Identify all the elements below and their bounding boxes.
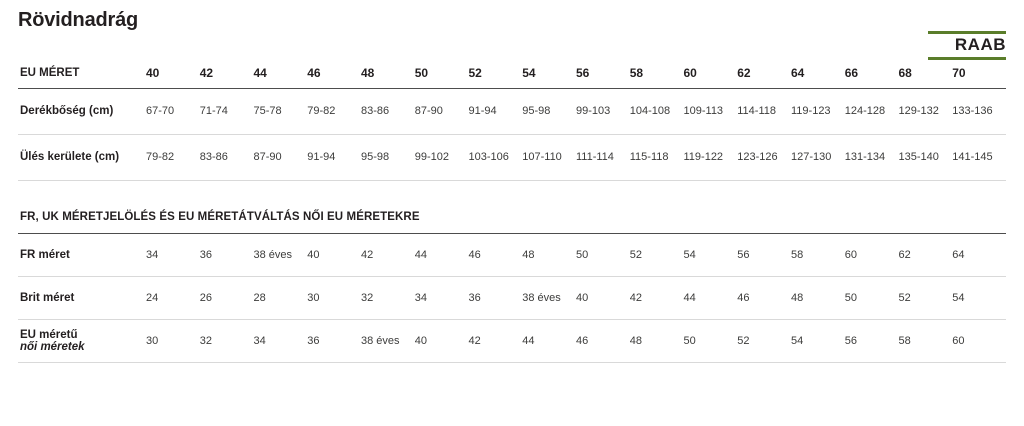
cell: 50 [684, 319, 738, 362]
cell: 36 [307, 319, 361, 362]
cell: 50 [845, 276, 899, 319]
table-row [18, 276, 1006, 319]
size-conversion-table [18, 233, 1006, 363]
cell: 38 éves [361, 319, 415, 362]
cell: 54 [952, 276, 1006, 319]
cell: 32 [200, 319, 254, 362]
column-header: 68 [899, 58, 953, 88]
column-header: 54 [522, 58, 576, 88]
cell: 42 [469, 319, 523, 362]
cell: 91-94 [307, 134, 361, 180]
cell: 34 [254, 319, 308, 362]
cell: 119-122 [684, 134, 738, 180]
cell: 32 [361, 276, 415, 319]
cell: 60 [845, 233, 899, 276]
logo-bar-top [928, 31, 1006, 34]
row-label: Brit méret [18, 276, 146, 319]
column-header: 58 [630, 58, 684, 88]
cell: 42 [361, 233, 415, 276]
cell: 133-136 [952, 88, 1006, 134]
cell: 52 [737, 319, 791, 362]
cell: 79-82 [146, 134, 200, 180]
cell: 58 [791, 233, 845, 276]
cell: 75-78 [254, 88, 308, 134]
cell: 131-134 [845, 134, 899, 180]
cell: 40 [576, 276, 630, 319]
cell: 64 [952, 233, 1006, 276]
cell: 111-114 [576, 134, 630, 180]
cell: 124-128 [845, 88, 899, 134]
row-label: Ülés kerülete (cm) [18, 134, 146, 180]
column-header: 64 [791, 58, 845, 88]
cell: 129-132 [899, 88, 953, 134]
cell: 127-130 [791, 134, 845, 180]
page-title: Rövidnadrág [18, 9, 139, 31]
column-header: 66 [845, 58, 899, 88]
cell: 34 [146, 233, 200, 276]
cell: 141-145 [952, 134, 1006, 180]
section-title-conversion: FR, UK MÉRETJELÖLÉS ÉS EU MÉRETÁTVÁLTÁS NŐI EU MÉRETEKRE [20, 210, 420, 223]
cell: 99-102 [415, 134, 469, 180]
cell: 95-98 [522, 88, 576, 134]
column-header: 42 [200, 58, 254, 88]
cell: 44 [522, 319, 576, 362]
cell: 95-98 [361, 134, 415, 180]
column-header: 46 [307, 58, 361, 88]
cell: 104-108 [630, 88, 684, 134]
column-header: 70 [952, 58, 1006, 88]
table-row [18, 233, 1006, 276]
column-header: 48 [361, 58, 415, 88]
cell: 99-103 [576, 88, 630, 134]
cell: 56 [845, 319, 899, 362]
cell: 103-106 [469, 134, 523, 180]
cell: 50 [576, 233, 630, 276]
row-label-sub: női méretek [20, 340, 85, 353]
cell: 87-90 [254, 134, 308, 180]
cell: 54 [791, 319, 845, 362]
table-row [18, 319, 1006, 362]
logo-bar-bottom [928, 57, 1006, 60]
cell: 40 [415, 319, 469, 362]
column-header: 56 [576, 58, 630, 88]
cell: 46 [576, 319, 630, 362]
cell: 48 [630, 319, 684, 362]
cell: 30 [146, 319, 200, 362]
cell: 40 [307, 233, 361, 276]
cell: 91-94 [469, 88, 523, 134]
cell: 46 [469, 233, 523, 276]
cell: 48 [522, 233, 576, 276]
eu-size-table [18, 58, 1006, 181]
cell: 119-123 [791, 88, 845, 134]
column-header: 62 [737, 58, 791, 88]
cell: 36 [200, 233, 254, 276]
cell: 135-140 [899, 134, 953, 180]
cell: 52 [630, 233, 684, 276]
cell: 44 [415, 233, 469, 276]
cell: 87-90 [415, 88, 469, 134]
cell: 54 [684, 233, 738, 276]
cell: 67-70 [146, 88, 200, 134]
cell: 38 éves [522, 276, 576, 319]
logo-wordmark: RAAB [954, 35, 1006, 54]
cell: 58 [899, 319, 953, 362]
cell: 123-126 [737, 134, 791, 180]
raab-logo [926, 31, 1006, 57]
cell: 36 [469, 276, 523, 319]
cell: 56 [737, 233, 791, 276]
cell: 42 [630, 276, 684, 319]
row-label [18, 319, 146, 362]
cell: 44 [684, 276, 738, 319]
cell: 83-86 [361, 88, 415, 134]
table-row [18, 88, 1006, 134]
cell: 62 [899, 233, 953, 276]
cell: 48 [791, 276, 845, 319]
column-header: 60 [684, 58, 738, 88]
cell: 71-74 [200, 88, 254, 134]
cell: 52 [899, 276, 953, 319]
column-header: 50 [415, 58, 469, 88]
eu-size-header-label: EU MÉRET [18, 58, 146, 88]
cell: 30 [307, 276, 361, 319]
column-header: 52 [469, 58, 523, 88]
cell: 34 [415, 276, 469, 319]
table-row [18, 134, 1006, 180]
cell: 26 [200, 276, 254, 319]
cell: 114-118 [737, 88, 791, 134]
table-header-row [18, 58, 1006, 88]
row-label: Derékbőség (cm) [18, 88, 146, 134]
column-header: 40 [146, 58, 200, 88]
cell: 60 [952, 319, 1006, 362]
row-label: FR méret [18, 233, 146, 276]
cell: 28 [254, 276, 308, 319]
column-header: 44 [254, 58, 308, 88]
size-chart-page [0, 9, 1024, 426]
cell: 46 [737, 276, 791, 319]
cell: 107-110 [522, 134, 576, 180]
cell: 38 éves [254, 233, 308, 276]
cell: 115-118 [630, 134, 684, 180]
cell: 109-113 [684, 88, 738, 134]
cell: 83-86 [200, 134, 254, 180]
cell: 79-82 [307, 88, 361, 134]
row-label-main: EU méretű [20, 328, 78, 341]
cell: 24 [146, 276, 200, 319]
